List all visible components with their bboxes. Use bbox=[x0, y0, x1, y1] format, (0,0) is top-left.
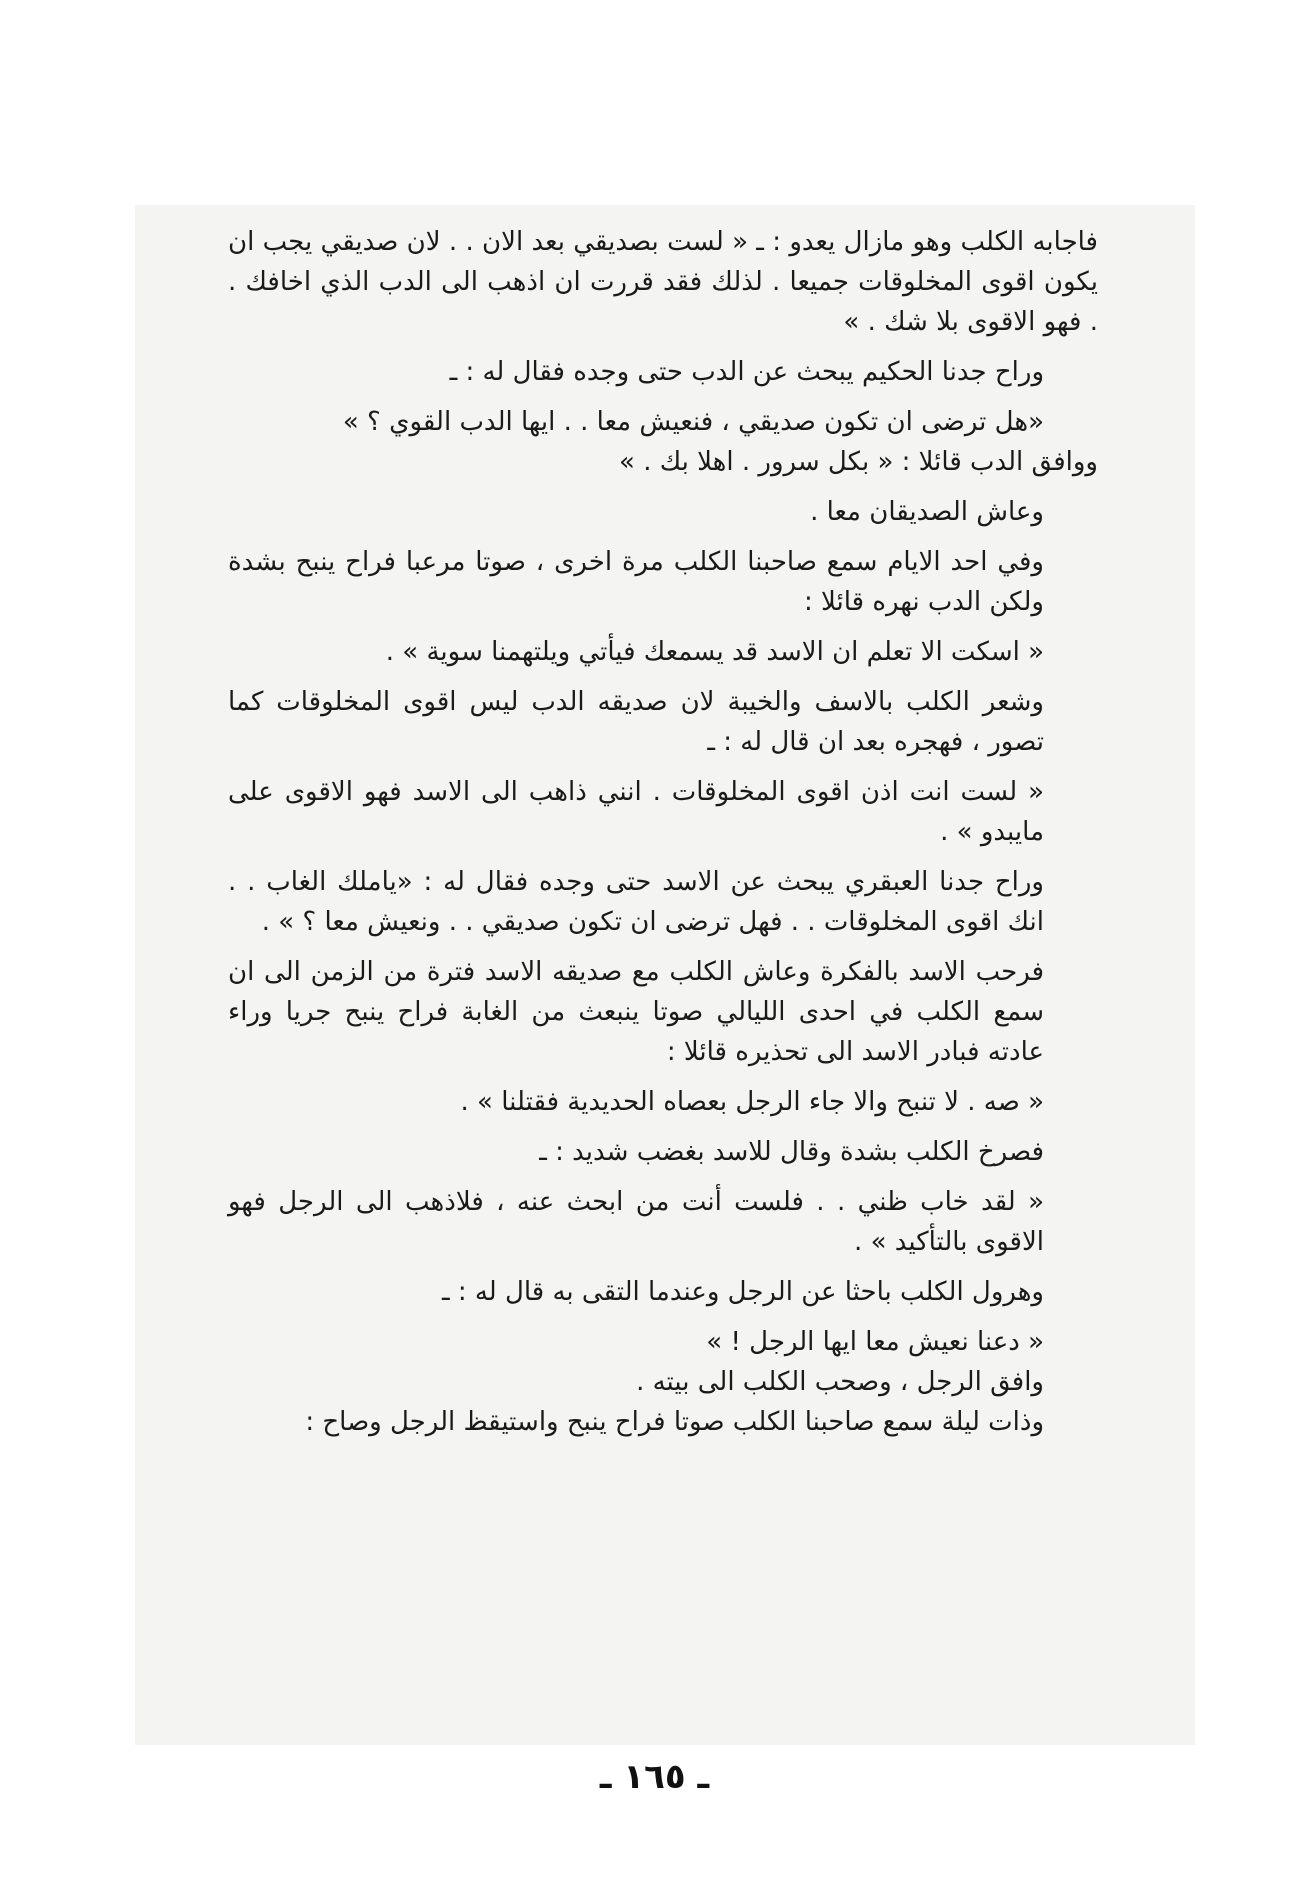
paragraph: ووافق الدب قائلا : « بكل سرور . اهلا بك . » bbox=[619, 447, 1098, 477]
paragraph: وهرول الكلب باحثا عن الرجل وعندما التقى به قال له : ـ bbox=[441, 1277, 1044, 1307]
paragraph: وعاش الصديقان معا . bbox=[810, 497, 1044, 527]
paragraph: « اسكت الا تعلم ان الاسد قد يسمعك فيأتي ويلتهمنا سوية » . bbox=[385, 637, 1044, 667]
paragraph: وذات ليلة سمع صاحبنا الكلب صوتا فراح ينبح واستيقظ الرجل وصاح : bbox=[305, 1407, 1044, 1437]
page-number: ـ ١٦٥ ـ bbox=[599, 1757, 710, 1797]
body-text bbox=[228, 222, 1098, 1452]
paragraph: «هل ترضى ان تكون صديقي ، فنعيش معا . . ايها الدب القوي ؟ » bbox=[342, 407, 1044, 437]
paragraph: وشعر الكلب بالاسف والخيبة لان صديقه الدب ليس اقوى المخلوقات كما تصور ، فهجره بعد ان قال له : ـ bbox=[228, 687, 1044, 757]
paragraph: فاجابه الكلب وهو مازال يعدو : ـ « لست بصديقي بعد الان . . لان صديقي يجب ان يكون اقوى المخلوقات جميعا . لذلك فقد قررت ان اذهب الى الدب الذي اخافك . . فهو الاقوى بلا شك . » bbox=[228, 227, 1098, 337]
paragraph: فرحب الاسد بالفكرة وعاش الكلب مع صديقه الاسد فترة من الزمن الى ان سمع الكلب في احدى الليالي صوتا ينبعث من الغابة فراح ينبح جريا وراء عادته فبادر الاسد الى تحذيره قائلا : bbox=[228, 957, 1044, 1067]
paragraph: وراح جدنا العبقري يبحث عن الاسد حتى وجده فقال له : «ياملك الغاب . . انك اقوى المخلوقات . . فهل ترضى ان تكون صديقي . . ونعيش معا ؟ » . bbox=[228, 867, 1044, 937]
paragraph: « صه . لا تنبح والا جاء الرجل بعصاه الحديدية فقتلنا » . bbox=[460, 1087, 1044, 1117]
paragraph: « دعنا نعيش معا ايها الرجل ! » bbox=[706, 1327, 1044, 1357]
paragraph: وراح جدنا الحكيم يبحث عن الدب حتى وجده فقال له : ـ bbox=[449, 357, 1044, 387]
paragraph: وافق الرجل ، وصحب الكلب الى بيته . bbox=[636, 1367, 1044, 1397]
paragraph: وفي احد الايام سمع صاحبنا الكلب مرة اخرى ، صوتا مرعبا فراح ينبح بشدة ولكن الدب نهره قائلا : bbox=[228, 547, 1044, 617]
paragraph: فصرخ الكلب بشدة وقال للاسد بغضب شديد : ـ bbox=[539, 1137, 1044, 1167]
paragraph: « لست انت اذن اقوى المخلوقات . انني ذاهب الى الاسد فهو الاقوى على مايبدو » . bbox=[228, 777, 1044, 847]
paragraph: « لقد خاب ظني . . فلست أنت من ابحث عنه ، فلاذهب الى الرجل فهو الاقوى بالتأكيد » . bbox=[228, 1187, 1044, 1257]
